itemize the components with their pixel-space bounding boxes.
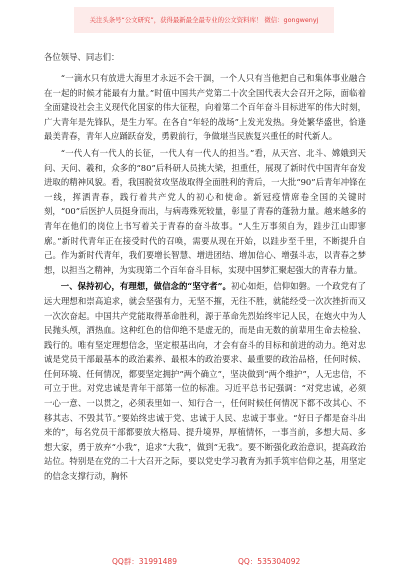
- footer: [0, 554, 408, 570]
- qq-contact: QQ：535304092: [238, 557, 301, 566]
- salutation: 各位领导、同志们：: [44, 52, 120, 62]
- document-body: [44, 50, 366, 538]
- section-heading: 一、保持初心，有理想，做信念的“坚守者”。: [60, 281, 231, 292]
- section-body: 初心如炬，信仰如磐。一个政党有了远大理想和崇高追求，就会坚强有力，无坚不摧，无往不胜，就能经受一次次挫折而又一次次奋起。中国共产党能取得革命胜利，源于革命先烈始终牢记人民，在炮火中为人民抛头颅，洒热血。这种红色的信仰绝不是虚无的，而是由无数的前辈用生命去检验、践行的。唯有坚定理想信念，坚定根基出向，才会有奋斗的目标和前进的动力。绝对忠诚是党员干部最基本的政治素养、最根本的政治要求、最重要的政治品格，任何时候、任何环境、任何情况，都要坚定拥护“两个确立”，坚决做到“两个维护”，人无忠信，不可立于世。对党忠诚是青年干部第一位的标准。习近平总书记强调：“对党忠诚，必须一心一意、一以贯之，必须表里如一、知行合一，任何时候任何情况下都不改其心、不移其志、不毁其节。”要始终忠诚于党、忠诚于人民、忠诚于事业。“好日子都是奋斗出来的”，每名党员干部都要放大格局、提升境界，厚植情怀，一事当前，多想大局、多想大家，勇于放弃“小我”，追求“大我”，做到“无我”。要不断强化政治意识，提高政治站位。特别是在党的二十大召开之际，要以党史学习教育为抓手筑牢信仰之基，用坚定的信念支撑行动，胸怀: [44, 281, 366, 482]
- promo-banner[interactable]: 关注头条号“公文研究”，获得最新最全最专业的公文资料库！ 微信：gongwenyj: [74, 7, 334, 33]
- paragraph-1: “一滴水只有放进大海里才永远不会干涸，一个人只有当他把自己和集体事业融合在一起的时候才能最有力量。”时值中国共产党第二十次全国代表大会召开之际，面临着全面建设社会主义现代化国家的伟大征程，向着第二个百年奋斗目标进军的伟大时刻，广大青年是先锋队，是生力军。在各自“年轻的战场”上发光发热。身处繁华盛世，恰逢最美青春，青年人应踊跃奋发，勇毅前行，争做堪当民族复兴重任的时代新人。: [44, 73, 366, 142]
- paragraph-2: “一代人有一代人的长征，一代人有一代人的担当。”看，从天宫、北斗、嫦娥到天问、天问、羲和，众多的“80”后科研人员挑大梁，担重任，展现了新时代中国青年奋发进取的精神风貌。看，我国脱贫攻坚战取得全面胜利的背后，一大批“90”后青年冲锋在一线，挥洒青春，践行着共产党人的初心和使命。新冠疫情席卷全国的关键时刻，“00”后医护人员挺身而出，与病毒殊死较量，彰显了青春的蓬勃力量。越来越多的青年在他们的岗位上书写着关于青春的奋斗故事。“人生万事须自为，跬步江山即寥廓。”新时代青年正在接受时代的召唤，需要从现在开始，以跬步至千里，不断提升自己。作为新时代青年，我们要增长智慧、增进团结、增加信心、增强斗志，以青春之梦想，以担当之精神，为实现第二个百年奋斗目标，实现中国梦汇聚起强大的青春力量。: [44, 147, 366, 275]
- section-1-paragraph: [44, 279, 366, 483]
- header-bar: [0, 0, 408, 40]
- qq-group-contact: QQ群：31991489: [112, 557, 177, 566]
